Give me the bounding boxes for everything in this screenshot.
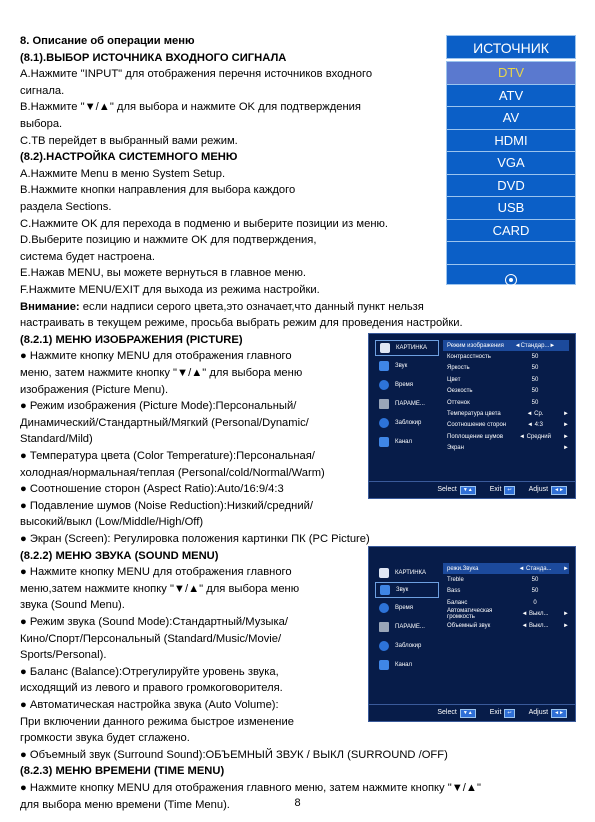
leftright-key-icon: ◄► bbox=[551, 486, 567, 495]
menu-row-name: Яркость bbox=[447, 365, 470, 372]
picture-menu-items bbox=[443, 340, 569, 454]
text-line-content: (8.2.1) МЕНЮ ИЗОБРАЖЕНИЯ (PICTURE) bbox=[20, 333, 243, 346]
sidebar-item-lock[interactable]: Заблокир bbox=[375, 636, 439, 655]
text-line bbox=[20, 649, 106, 662]
text-line-content: F.Нажмите MENU/EXIT для выхода из режима настройки. bbox=[20, 284, 320, 296]
sidebar-item-picture[interactable]: КАРТИНКА bbox=[375, 563, 439, 582]
section-heading bbox=[20, 35, 195, 48]
text-line bbox=[20, 234, 316, 247]
source-item-vga[interactable]: VGA bbox=[447, 152, 575, 175]
menu-row-value: ◄ Средний bbox=[519, 433, 551, 440]
text-line bbox=[20, 566, 292, 579]
text-line-content: ● Объемный звук (Surround Sound):ОБЪЕМНЫЙ ЗВУК / ВЫКЛ (SURROUND /OFF) bbox=[20, 748, 448, 761]
menu-row-value: ◄Стандар...► bbox=[514, 342, 556, 349]
text-line-content: (8.2).НАСТРОЙКА СИСТЕМНОГО МЕНЮ bbox=[20, 151, 238, 164]
sound-menu-osd bbox=[368, 546, 576, 722]
text-line-content: ● Баланс (Balance):Отрегулируйте уровень звука, bbox=[20, 665, 279, 678]
source-menu-header: ИСТОЧНИК bbox=[446, 35, 576, 59]
text-line-content: громкости звука будет сглажено. bbox=[20, 732, 190, 745]
menu-row-name: Объемный звук bbox=[447, 622, 491, 629]
text-line-content: выбора. bbox=[20, 118, 63, 130]
text-line-content: система будет настроена. bbox=[20, 250, 155, 263]
sidebar-item-setup[interactable]: ПАРАМЕ... bbox=[375, 617, 439, 636]
leftright-key-icon: ◄► bbox=[551, 709, 567, 718]
picture-menu-osd bbox=[368, 333, 576, 499]
menu-row[interactable] bbox=[443, 408, 569, 419]
menu-row-value: ◄ Станда... bbox=[518, 565, 552, 572]
sidebar-item-channel[interactable]: Канал bbox=[375, 655, 439, 674]
section-heading bbox=[20, 550, 219, 563]
source-item-card[interactable]: CARD bbox=[447, 220, 575, 243]
menu-row[interactable] bbox=[443, 363, 569, 374]
text-line-content: B.Нажмите "▼/▲" для выбора и нажмите OK для подтверждения bbox=[20, 101, 361, 114]
text-line bbox=[20, 168, 225, 181]
text-line-content: A.Нажмите Menu в меню System Setup. bbox=[20, 167, 226, 180]
text-line bbox=[20, 516, 203, 529]
lock-icon bbox=[379, 641, 389, 651]
text-line-content: раздела Sections. bbox=[20, 201, 112, 213]
text-line bbox=[20, 583, 299, 596]
text-line bbox=[20, 68, 372, 81]
text-line bbox=[20, 533, 370, 546]
menu-row-value: ◄ 4:3 bbox=[527, 422, 543, 429]
text-line-content: A.Нажмите "INPUT" для отображения перечня источников входного bbox=[20, 68, 373, 81]
text-line bbox=[20, 284, 320, 297]
text-line-content: C.TB перейдет в выбранный вами режим. bbox=[20, 134, 238, 147]
text-line bbox=[20, 85, 64, 98]
source-item-dvd[interactable]: DVD bbox=[447, 175, 575, 198]
text-line bbox=[20, 599, 125, 612]
sidebar-item-channel[interactable]: Канал bbox=[375, 432, 439, 451]
menu-row[interactable] bbox=[443, 431, 569, 442]
menu-row-value: ◄ Ср. bbox=[526, 411, 544, 418]
text-line bbox=[20, 384, 168, 397]
menu-row-arrow: ► bbox=[563, 622, 569, 629]
text-line-content: Standard/Mild) bbox=[20, 433, 93, 446]
satellite-icon bbox=[379, 437, 389, 447]
menu-row[interactable] bbox=[443, 340, 569, 351]
section-heading bbox=[20, 765, 224, 778]
text-line bbox=[20, 267, 306, 280]
section-heading bbox=[20, 52, 286, 65]
text-line-content: ● Нажмите кнопку MENU для отображения главного bbox=[20, 566, 292, 579]
menu-row-value: 50 bbox=[531, 365, 539, 372]
clock-icon bbox=[379, 603, 389, 613]
text-line bbox=[20, 417, 309, 430]
text-line-content: При включении данного режима быстрое изменение bbox=[20, 715, 294, 728]
menu-row-arrow: ► bbox=[563, 445, 569, 452]
text-line-content: ● Нажмите кнопку MENU для отображения главного bbox=[20, 350, 292, 363]
text-line bbox=[20, 433, 93, 446]
text-line-content: ● Режим изображения (Picture Mode):Персональный/ bbox=[20, 400, 297, 413]
sound-menu-sidebar bbox=[375, 563, 439, 674]
source-item-empty bbox=[447, 242, 575, 265]
text-line bbox=[20, 184, 295, 197]
text-line bbox=[20, 400, 296, 413]
sidebar-item-time[interactable]: Время bbox=[375, 375, 439, 394]
sidebar-item-sound[interactable]: Звук bbox=[375, 356, 439, 375]
source-item-hdmi[interactable]: HDMI bbox=[447, 130, 575, 153]
sidebar-item-lock[interactable]: Заблокир bbox=[375, 413, 439, 432]
text-line bbox=[20, 483, 284, 496]
text-line-content: Кино/Спорт/Персональный (Standard/Music/Movie/ bbox=[20, 632, 282, 645]
radio-target-icon bbox=[505, 274, 517, 286]
lock-icon bbox=[379, 418, 389, 428]
section-heading bbox=[20, 151, 237, 164]
sound-icon bbox=[380, 585, 390, 595]
menu-row[interactable] bbox=[443, 443, 569, 454]
text-line-content: E.Нажав MENU, вы можете вернуться в главное меню. bbox=[20, 267, 306, 280]
picture-menu-footer: Select ▼▲ Exit ↩ Adjust ◄► bbox=[369, 481, 575, 498]
updown-key-icon: ▼▲ bbox=[460, 486, 476, 495]
menu-row-value: 50 bbox=[531, 577, 539, 584]
menu-row-name: режи.Звука bbox=[447, 565, 479, 572]
text-line bbox=[20, 301, 424, 314]
text-line bbox=[20, 218, 388, 231]
text-line-content: для выбора меню времени (Time Menu). bbox=[20, 798, 230, 811]
picture-icon bbox=[379, 568, 389, 578]
text-line-content: меню,затем нажмите кнопку "▼/▲" для выбора меню bbox=[20, 582, 300, 595]
gear-icon bbox=[379, 622, 389, 632]
picture-menu-sidebar bbox=[375, 340, 439, 451]
sidebar-item-sound[interactable]: Звук bbox=[375, 582, 439, 598]
menu-row[interactable] bbox=[443, 574, 569, 585]
menu-row-value: ◄ Выкл... bbox=[521, 622, 549, 629]
menu-row-name: Оезкость bbox=[447, 388, 473, 395]
menu-row[interactable] bbox=[443, 563, 569, 574]
text-line-content: холодная/нормальная/теплая (Personal/cold/Normal/Warm) bbox=[20, 466, 325, 479]
menu-row-value: 50 bbox=[531, 388, 539, 395]
sound-menu-items bbox=[443, 563, 569, 631]
text-line bbox=[20, 666, 279, 679]
text-line bbox=[20, 699, 279, 712]
menu-row[interactable] bbox=[443, 374, 569, 385]
menu-row-name: Цвет bbox=[447, 376, 461, 383]
text-line bbox=[20, 101, 361, 114]
text-line-content: исходящий из левого и правого громкоговорителя. bbox=[20, 682, 283, 695]
menu-row-name: Соотношение сторон bbox=[447, 422, 507, 429]
sound-menu-footer: Select ▼▲ Exit ↩ Adjust ◄► bbox=[369, 704, 575, 721]
text-line-content: ● Соотношение сторон (Aspect Ratio):Auto/16:9/4:3 bbox=[20, 483, 284, 496]
menu-row-arrow: ► bbox=[563, 433, 569, 440]
menu-row-arrow: ► bbox=[563, 565, 569, 572]
sidebar-item-setup[interactable]: ПАРАМЕ... bbox=[375, 394, 439, 413]
text-line bbox=[20, 251, 155, 264]
text-line bbox=[20, 616, 288, 629]
text-line bbox=[20, 118, 62, 131]
menu-row[interactable] bbox=[443, 620, 569, 631]
text-line-content: меню, затем нажмите кнопку "▼/▲" для выбора меню bbox=[20, 367, 303, 379]
text-line-content: ● Нажмите кнопку MENU для отображения главного меню, затем нажмите кнопку "▼/▲" bbox=[20, 782, 481, 794]
menu-row-value: 50 bbox=[531, 588, 539, 595]
menu-row-name: Автоматическая громкость bbox=[447, 608, 493, 621]
text-line bbox=[20, 716, 294, 729]
menu-row-name: Баланс bbox=[447, 599, 468, 606]
satellite-icon bbox=[379, 660, 389, 670]
menu-row-name: Режим изображения bbox=[447, 342, 504, 349]
text-line-content: если надписи серого цвета,это означает,что данный пункт нельзя bbox=[82, 300, 424, 313]
text-line-content: ● Режим звука (Sound Mode):Стандартный/Музыка/ bbox=[20, 616, 288, 628]
text-line-content: B.Нажмите кнопки направления для выбора каждого bbox=[20, 184, 296, 197]
text-line-content: D.Выберите позицию и нажмите OK для подтверждения, bbox=[20, 234, 317, 247]
page-number: 8 bbox=[294, 797, 301, 809]
menu-row-value: ◄ Выкл... bbox=[521, 611, 549, 618]
text-line bbox=[20, 450, 315, 463]
source-item-select[interactable] bbox=[447, 265, 575, 295]
text-line-content: ● Подавление шумов (Noise Reduction):Низкий/средний/ bbox=[20, 499, 313, 512]
text-line-content: ● Экран (Screen): Регулировка положения картинки ПК (PC Picture) bbox=[20, 533, 370, 545]
text-line-content: (8.1).ВЫБОР ИСТОЧНИКА ВХОДНОГО СИГНАЛА bbox=[20, 51, 287, 64]
text-line bbox=[20, 682, 283, 695]
text-line-content: ● Температура цвета (Color Temperature):Персональная/ bbox=[20, 450, 315, 462]
clock-icon bbox=[379, 380, 389, 390]
note-label: Внимание: bbox=[20, 300, 80, 313]
text-line-content: звука (Sound Menu). bbox=[20, 599, 125, 612]
text-line bbox=[20, 633, 281, 646]
text-line-content: настраивать в текущем режиме, просьба выбрать режим для проведения настройки. bbox=[20, 317, 463, 330]
text-line-content: высокий/выкл (Low/Middle/High/Off) bbox=[20, 516, 204, 529]
menu-row-name: Treble bbox=[447, 577, 464, 584]
text-line-content: сигнала. bbox=[20, 84, 65, 97]
sidebar-item-picture[interactable]: КАРТИНКА bbox=[375, 340, 439, 356]
picture-icon bbox=[380, 343, 390, 353]
menu-row-arrow: ► bbox=[563, 411, 569, 418]
menu-row[interactable] bbox=[443, 420, 569, 431]
text-line bbox=[20, 749, 448, 762]
menu-row[interactable] bbox=[443, 397, 569, 408]
menu-row-name: Контрасстность bbox=[447, 354, 491, 361]
text-line-content: (8.2.2) МЕНЮ ЗВУКА (SOUND MENU) bbox=[20, 549, 219, 562]
menu-row-value: 50 bbox=[531, 376, 539, 383]
text-line bbox=[20, 201, 111, 214]
menu-row-name: Оттенок bbox=[447, 399, 470, 406]
source-item-dtv[interactable]: DTV bbox=[447, 62, 575, 85]
text-line-content: ● Автоматическая настройка звука (Auto Volume): bbox=[20, 699, 279, 711]
menu-row[interactable] bbox=[443, 597, 569, 608]
menu-row[interactable] bbox=[443, 609, 569, 620]
text-line-content: C.Нажмите OK для перехода в подменю и выберите позиции из меню. bbox=[20, 217, 388, 230]
menu-row-name: Bass bbox=[447, 588, 461, 595]
menu-row-name: Температура цвета bbox=[447, 411, 501, 418]
text-line bbox=[20, 467, 325, 480]
menu-row-value: 0 bbox=[533, 599, 537, 606]
source-item-usb[interactable]: USB bbox=[447, 197, 575, 220]
text-line-content: 8. Описание об операции меню bbox=[20, 35, 195, 47]
sidebar-item-time[interactable]: Время bbox=[375, 598, 439, 617]
exit-key-icon: ↩ bbox=[504, 486, 514, 495]
section-heading bbox=[20, 334, 243, 347]
menu-row-arrow: ► bbox=[563, 422, 569, 429]
text-line bbox=[20, 500, 313, 513]
menu-row[interactable] bbox=[443, 386, 569, 397]
text-line-content: изображения (Picture Menu). bbox=[20, 383, 169, 396]
menu-row-name: Экран bbox=[447, 445, 464, 452]
text-line-content: (8.2.3) МЕНЮ ВРЕМЕНИ (TIME MENU) bbox=[20, 765, 225, 778]
source-item-atv[interactable]: ATV bbox=[447, 85, 575, 108]
menu-row[interactable] bbox=[443, 351, 569, 362]
menu-row-value: 50 bbox=[531, 399, 539, 406]
menu-row[interactable] bbox=[443, 586, 569, 597]
text-line bbox=[20, 732, 190, 745]
text-line bbox=[20, 135, 238, 148]
sound-icon bbox=[379, 361, 389, 371]
source-menu-list bbox=[446, 61, 576, 285]
menu-row-value: 50 bbox=[531, 354, 539, 361]
menu-row-name: Поплощение шумов bbox=[447, 433, 504, 440]
text-line-content: Sports/Personal). bbox=[20, 649, 107, 662]
menu-row-arrow: ► bbox=[563, 611, 569, 618]
text-line-content: Динамический/Стандартный/Мягкий (Personal/Dynamic/ bbox=[20, 416, 309, 429]
text-line bbox=[20, 317, 463, 330]
text-line bbox=[20, 367, 302, 380]
text-line bbox=[20, 350, 292, 363]
gear-icon bbox=[379, 399, 389, 409]
exit-key-icon: ↩ bbox=[504, 709, 514, 718]
text-line bbox=[20, 782, 481, 795]
updown-key-icon: ▼▲ bbox=[460, 709, 476, 718]
source-item-av[interactable]: AV bbox=[447, 107, 575, 130]
